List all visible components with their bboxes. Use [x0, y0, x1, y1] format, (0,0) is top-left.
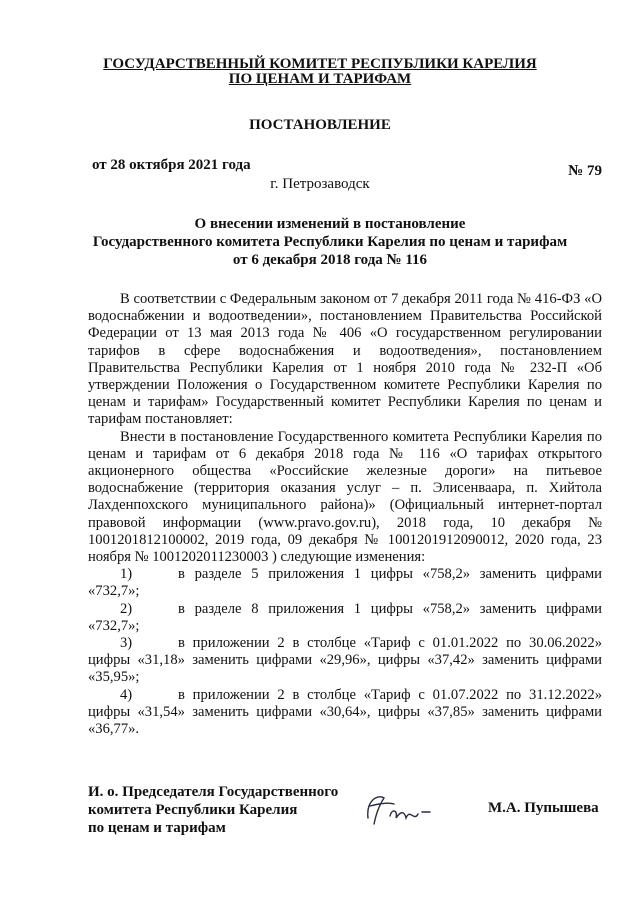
signatory-title-line2: комитета Республики Карелия	[88, 802, 298, 818]
subject-line1: О внесении изменений в постановление	[194, 216, 466, 232]
document-type: ПОСТАНОВЛЕНИЕ	[249, 117, 391, 133]
signatory-title-line1: И. о. Председателя Государственного	[88, 784, 339, 800]
document-date: от 28 октября 2021 года	[92, 157, 251, 173]
list-item	[88, 601, 602, 635]
list-item-number: 4)	[120, 686, 133, 703]
list-item	[88, 635, 602, 687]
handwritten-signature	[360, 788, 440, 833]
document-city: г. Петрозаводск	[270, 176, 370, 192]
subject-line3: от 6 декабря 2018 года № 116	[232, 252, 428, 268]
org-name-line2: ПО ЦЕНАМ И ТАРИФАМ	[228, 71, 412, 87]
signatory-name: М.А. Пупышева	[488, 800, 599, 816]
list-item-number: 3)	[120, 635, 133, 652]
list-item-text: в приложении 2 в столбце «Тариф с 01.07.2022 по 31.12.2022» цифры «31,54» заменить цифрами «30,64», цифры «37,85» заменить цифрами «36,77».	[88, 686, 602, 738]
body-paragraph-resolution: Внести в постановление Государственного комитета Республики Карелия по ценам и тарифам от 6 декабря 2018 года № 116 «О тарифах открытого акционерного общества «Российские железные дороги» на питьевое водоснабжение (территория оказания услуг – п. Элисенваара, п. Хийтола Лахденпохского муниципального района)» (Официальный интернет-портал правовой информации (www.pravo.gov.ru), 2018 года, 10 декабря № 1001201812100002, 2019 года, 09 декабря № 1001201912090012, 2020 года, 23 ноября № 1001202011230003 ) следующие изменения:	[88, 428, 602, 566]
document-body	[88, 291, 602, 738]
list-item	[88, 687, 602, 739]
signatory-title-line3: по ценам и тарифам	[88, 820, 226, 836]
document-subject	[60, 215, 600, 269]
list-item	[88, 566, 602, 600]
signatory-title	[88, 783, 338, 837]
body-paragraph-preamble: В соответствии с Федеральным законом от 7 декабря 2011 года № 416-ФЗ «О водоснабжении и водоотведении», постановлением Правительства Российской Федерации от 13 мая 2013 года № 406 «О государственном регулировании тарифов в сфере водоснабжения и водоотведения», постановлением Правительства Республики Карелия от 1 ноября 2010 года № 232-П «Об утверждении Положения о Государственном комитете Республики Карелия по ценам и тарифам» Государственный комитет Республики Карелия по ценам и тарифам постановляет:	[88, 291, 602, 428]
list-item-text: в приложении 2 в столбце «Тариф с 01.01.2022 по 30.06.2022» цифры «31,18» заменить цифрами «29,96», цифры «37,42» заменить цифрами «35,95»;	[88, 635, 602, 686]
list-item-text: в разделе 8 приложения 1 цифры «758,2» заменить цифрами «732,7»;	[88, 600, 602, 634]
document-number: № 79	[568, 163, 602, 179]
list-item-text: в разделе 5 приложения 1 цифры «758,2» заменить цифрами «732,7»;	[88, 566, 602, 600]
org-name-line1: ГОСУДАРСТВЕННЫЙ КОМИТЕТ РЕСПУБЛИКИ КАРЕЛИЯ	[103, 56, 537, 72]
list-item-number: 1)	[120, 566, 133, 583]
subject-line2: Государственного комитета Республики Карелия по ценам и тарифам	[92, 234, 568, 250]
list-item-number: 2)	[120, 600, 133, 617]
